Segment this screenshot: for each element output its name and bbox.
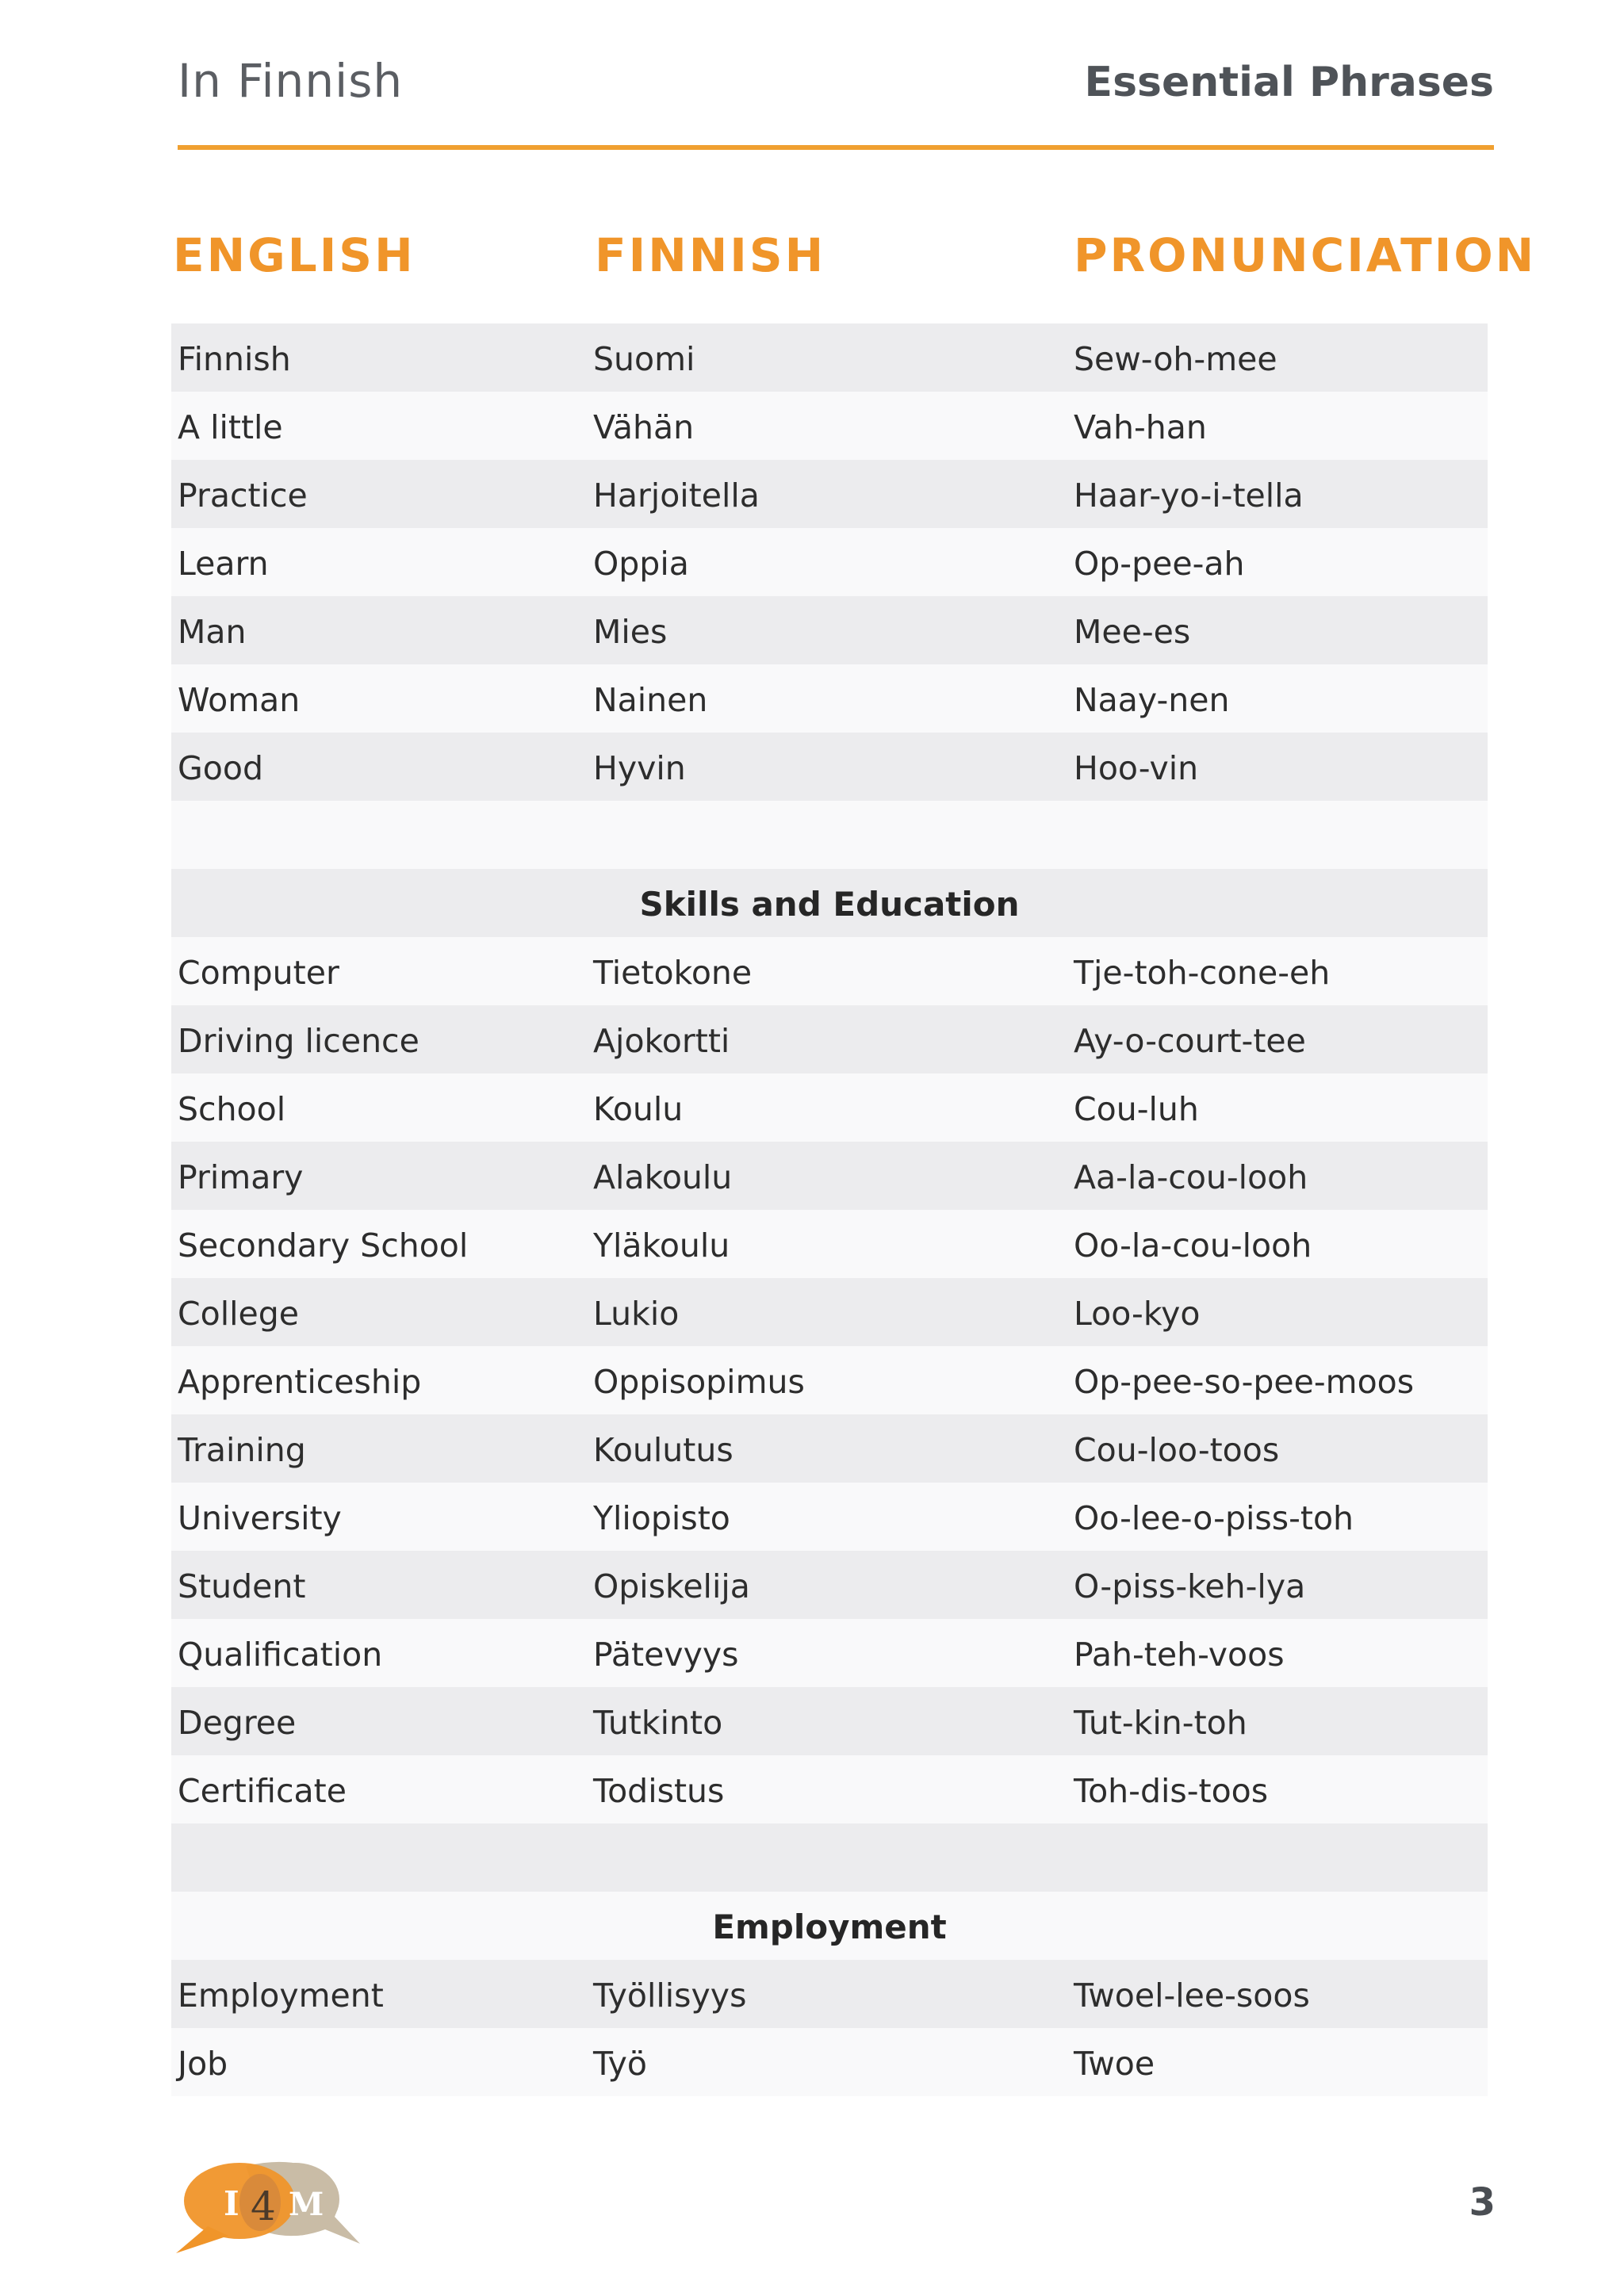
logo-letter-i: I bbox=[224, 2184, 239, 2223]
pronunciation-guide: Tut-kin-toh bbox=[1074, 1704, 1247, 1742]
pronunciation-guide: Tje-toh-cone-eh bbox=[1074, 954, 1331, 992]
pronunciation-guide: Op-pee-so-pee-moos bbox=[1074, 1363, 1415, 1401]
english-term: College bbox=[178, 1295, 299, 1333]
table-row bbox=[171, 1073, 1488, 1142]
pronunciation-guide: Pah-teh-voos bbox=[1074, 1636, 1285, 1674]
pronunciation-guide: O-piss-keh-lya bbox=[1074, 1567, 1306, 1605]
finnish-term: Todistus bbox=[593, 1772, 725, 1810]
finnish-term: Yläkoulu bbox=[593, 1226, 730, 1265]
section-title: Employment bbox=[712, 1908, 947, 1946]
english-term: School bbox=[178, 1090, 286, 1128]
logo-digit-4: 4 bbox=[251, 2183, 276, 2229]
finnish-term: Suomi bbox=[593, 340, 695, 378]
table-row bbox=[171, 801, 1488, 869]
pronunciation-guide: Aa-la-cou-looh bbox=[1074, 1158, 1308, 1196]
english-term: Driving licence bbox=[178, 1022, 419, 1060]
english-term: Man bbox=[178, 613, 247, 651]
pronunciation-guide: Hoo-vin bbox=[1074, 749, 1199, 787]
table-row bbox=[171, 1005, 1488, 1073]
finnish-term: Vähän bbox=[593, 408, 695, 446]
table-row bbox=[171, 2028, 1488, 2096]
english-term: Computer bbox=[178, 954, 339, 992]
english-term: Good bbox=[178, 749, 263, 787]
pronunciation-guide: Twoe bbox=[1074, 2045, 1155, 2083]
logo-letter-m: M bbox=[289, 2186, 324, 2223]
table-row bbox=[171, 392, 1488, 460]
pronunciation-guide: Oo-la-cou-looh bbox=[1074, 1226, 1312, 1265]
finnish-term: Ajokortti bbox=[593, 1022, 730, 1060]
english-term: Certificate bbox=[178, 1772, 347, 1810]
pronunciation-guide: Toh-dis-toos bbox=[1074, 1772, 1269, 1810]
section-title: Skills and Education bbox=[639, 885, 1020, 924]
column-header-english: ENGLISH bbox=[173, 228, 416, 282]
finnish-term: Lukio bbox=[593, 1295, 680, 1333]
table-row bbox=[171, 1551, 1488, 1619]
finnish-term: Hyvin bbox=[593, 749, 686, 787]
pronunciation-guide: Sew-oh-mee bbox=[1074, 340, 1277, 378]
table-row bbox=[171, 323, 1488, 392]
english-term: Learn bbox=[178, 545, 269, 583]
english-term: Employment bbox=[178, 1976, 384, 2015]
english-term: University bbox=[178, 1499, 342, 1537]
table-row bbox=[171, 1687, 1488, 1755]
table-row bbox=[171, 596, 1488, 664]
pronunciation-guide: Vah-han bbox=[1074, 408, 1207, 446]
table-row bbox=[171, 1619, 1488, 1687]
english-term: Finnish bbox=[178, 340, 291, 378]
finnish-term: Tutkinto bbox=[593, 1704, 723, 1742]
finnish-term: Yliopisto bbox=[593, 1499, 730, 1537]
finnish-term: Mies bbox=[593, 613, 668, 651]
english-term: Practice bbox=[178, 476, 308, 515]
pronunciation-guide: Oo-lee-o-piss-toh bbox=[1074, 1499, 1354, 1537]
pronunciation-guide: Cou-loo-toos bbox=[1074, 1431, 1280, 1469]
table-row bbox=[171, 1755, 1488, 1823]
section-heading-row bbox=[171, 869, 1488, 937]
phrase-table bbox=[171, 323, 1488, 2096]
finnish-term: Harjoitella bbox=[593, 476, 760, 515]
finnish-term: Opiskelija bbox=[593, 1567, 750, 1605]
pronunciation-guide: Ay-o-court-tee bbox=[1074, 1022, 1306, 1060]
speech-bubbles-logo-icon bbox=[176, 2158, 360, 2256]
english-term: Degree bbox=[178, 1704, 297, 1742]
table-row bbox=[171, 733, 1488, 801]
page-number: 3 bbox=[1469, 2180, 1496, 2225]
english-term: Training bbox=[178, 1431, 306, 1469]
finnish-term: Työ bbox=[593, 2045, 648, 2083]
finnish-term: Koulutus bbox=[593, 1431, 733, 1469]
column-headers bbox=[173, 228, 1537, 289]
english-term: Job bbox=[178, 2045, 228, 2083]
finnish-term: Tietokone bbox=[593, 954, 753, 992]
header-title-left: In Finnish bbox=[178, 54, 404, 108]
english-term: Qualification bbox=[178, 1636, 383, 1674]
pronunciation-guide: Naay-nen bbox=[1074, 681, 1230, 719]
english-term: A little bbox=[178, 408, 283, 446]
finnish-term: Oppisopimus bbox=[593, 1363, 805, 1401]
table-row bbox=[171, 1823, 1488, 1892]
column-header-pronunciation: PRONUNCIATION bbox=[1074, 228, 1537, 282]
page-header bbox=[178, 49, 1494, 152]
finnish-term: Oppia bbox=[593, 545, 689, 583]
table-row bbox=[171, 664, 1488, 733]
finnish-term: Alakoulu bbox=[593, 1158, 733, 1196]
table-row bbox=[171, 528, 1488, 596]
finnish-term: Nainen bbox=[593, 681, 708, 719]
finnish-term: Koulu bbox=[593, 1090, 684, 1128]
table-row bbox=[171, 1210, 1488, 1278]
header-title-right: Essential Phrases bbox=[1084, 59, 1494, 106]
pronunciation-guide: Mee-es bbox=[1074, 613, 1191, 651]
pronunciation-guide: Loo-kyo bbox=[1074, 1295, 1201, 1333]
pronunciation-guide: Op-pee-ah bbox=[1074, 545, 1245, 583]
table-row bbox=[171, 1278, 1488, 1346]
table-row bbox=[171, 1960, 1488, 2028]
english-term: Secondary School bbox=[178, 1226, 469, 1265]
pronunciation-guide: Cou-luh bbox=[1074, 1090, 1199, 1128]
section-heading-row bbox=[171, 1892, 1488, 1960]
table-row bbox=[171, 1346, 1488, 1414]
column-header-finnish: FINNISH bbox=[595, 228, 826, 282]
header-divider bbox=[178, 145, 1494, 150]
table-row bbox=[171, 1483, 1488, 1551]
pronunciation-guide: Twoel-lee-soos bbox=[1074, 1976, 1310, 2015]
pronunciation-guide: Haar-yo-i-tella bbox=[1074, 476, 1304, 515]
finnish-term: Pätevyys bbox=[593, 1636, 739, 1674]
finnish-term: Työllisyys bbox=[593, 1976, 747, 2015]
english-term: Student bbox=[178, 1567, 306, 1605]
english-term: Apprenticeship bbox=[178, 1363, 422, 1401]
english-term: Woman bbox=[178, 681, 301, 719]
table-row bbox=[171, 937, 1488, 1005]
i4m-logo bbox=[176, 2158, 360, 2256]
table-row bbox=[171, 460, 1488, 528]
english-term: Primary bbox=[178, 1158, 304, 1196]
table-row bbox=[171, 1414, 1488, 1483]
table-row bbox=[171, 1142, 1488, 1210]
